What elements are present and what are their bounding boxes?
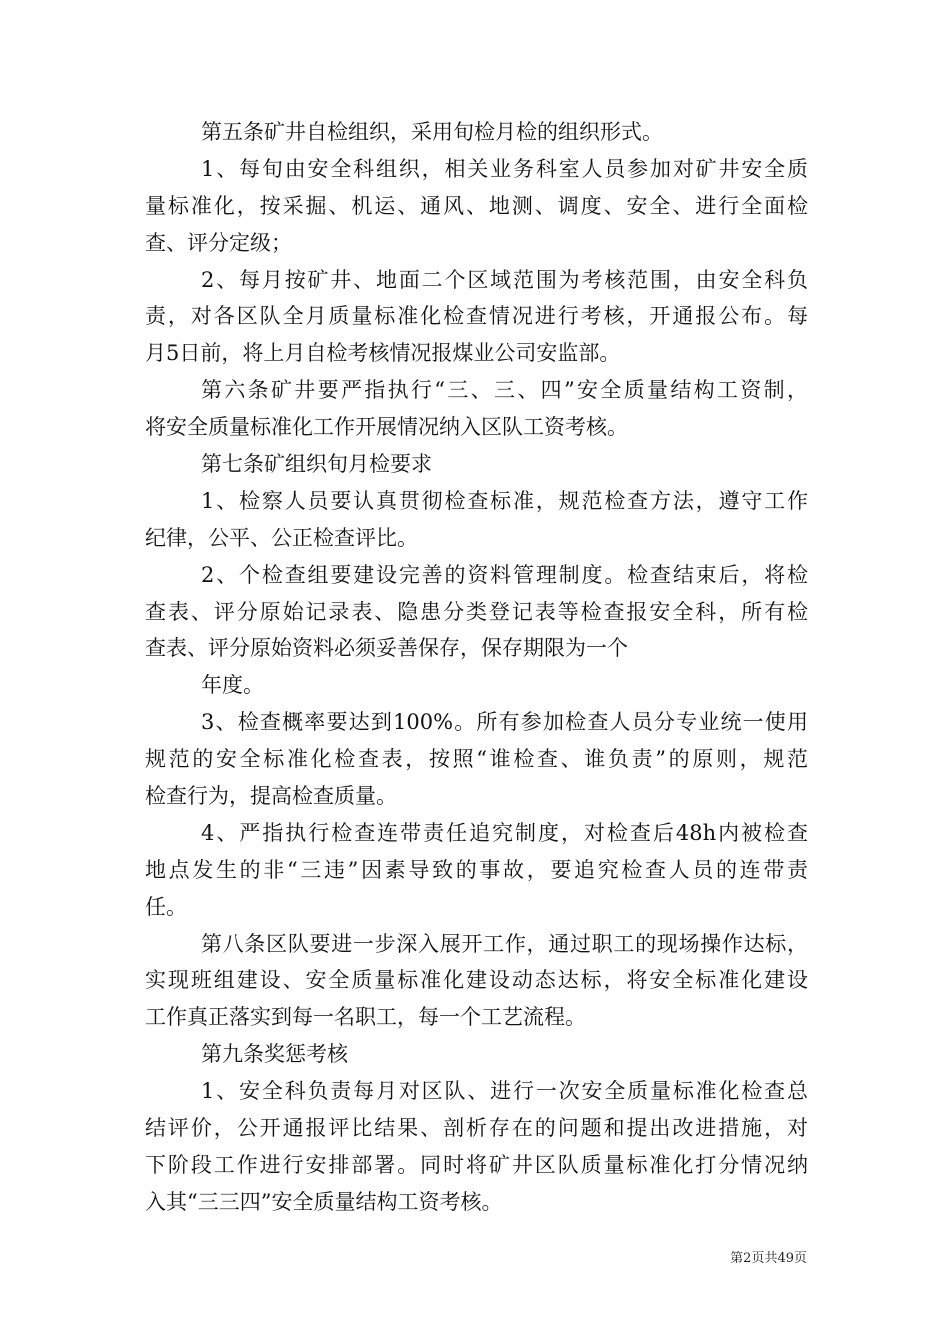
- text-line: 查、评分定级；: [145, 230, 292, 255]
- paragraph: [145, 262, 808, 373]
- text-line: 检查行为，提高检查质量。: [145, 784, 397, 809]
- paragraph: [145, 1073, 808, 1221]
- text-line: 第五条矿井自检组织，采用旬检月检的组织形式。: [201, 120, 663, 144]
- text-line: 第六条矿井要严指执行“三、三、四”安全质量结构工资制，: [201, 378, 808, 403]
- paragraph: [145, 1036, 808, 1073]
- paragraph: [145, 446, 808, 483]
- paragraph: [145, 372, 808, 446]
- text-line: 责，对各区队全月质量标准化检查情况进行考核，开通报公布。每: [145, 304, 808, 329]
- text-line: 入其“三三四”安全质量结构工资考核。: [145, 1189, 503, 1214]
- text-line: 下阶段工作进行安排部署。同时将矿井区队质量标准化打分情况纳: [145, 1152, 808, 1177]
- text-line: 月5日前，将上月自检考核情况报煤业公司安监部。: [145, 341, 621, 366]
- text-line: 任。: [145, 894, 187, 919]
- text-line: 查表、评分原始资料必须妥善保存，保存期限为一个: [145, 636, 628, 661]
- text-line: 1、检察人员要认真贯彻检查标准，规范检查方法，遵守工作: [201, 488, 808, 513]
- text-line: 年度。: [201, 673, 264, 698]
- text-line: 规范的安全标准化检查表，按照“谁检查、谁负责”的原则，规范: [145, 747, 808, 772]
- paragraph: [145, 483, 808, 557]
- text-line: 工作真正落实到每一名职工，每一个工艺流程。: [145, 1005, 586, 1030]
- document-body: [145, 114, 808, 1221]
- text-line: 1、安全科负责每月对区队、进行一次安全质量标准化检查总: [201, 1079, 808, 1104]
- text-line: 纪律，公平、公正检查评比。: [145, 525, 418, 550]
- text-line: 4、严指执行检查连带责任追究制度，对检查后48h内被检查: [201, 820, 808, 845]
- text-line: 地点发生的非“三违”因素导致的事故，要追究检查人员的连带责: [145, 857, 808, 882]
- text-line: 第七条矿组织旬月检要求: [201, 452, 432, 477]
- text-line: 查表、评分原始记录表、隐患分类登记表等检查报安全科，所有检: [145, 599, 808, 624]
- page-number: 第2页共49页: [730, 1251, 807, 1266]
- paragraph: [145, 667, 808, 704]
- text-line: 将安全质量标准化工作开展情况纳入区队工资考核。: [145, 415, 628, 440]
- paragraph: [145, 704, 808, 815]
- text-line: 2、个检查组要建设完善的资料管理制度。检查结束后，将检: [201, 562, 808, 587]
- text-line: 实现班组建设、安全质量标准化建设动态达标，将安全标准化建设: [145, 968, 808, 993]
- text-line: 1、每旬由安全科组织，相关业务科室人员参加对矿井安全质: [201, 156, 808, 181]
- paragraph: [145, 815, 808, 926]
- paragraph: [145, 114, 808, 151]
- text-line: 结评价，公开通报评比结果、剖析存在的问题和提出改进措施，对: [145, 1116, 808, 1141]
- text-line: 量标准化，按采掘、机运、通风、地测、调度、安全、进行全面检: [145, 193, 808, 218]
- text-line: 第九条奖惩考核: [201, 1042, 348, 1067]
- text-line: 第八条区队要进一步深入展开工作，通过职工的现场操作达标，: [201, 931, 808, 956]
- paragraph: [145, 926, 808, 1037]
- paragraph: [145, 151, 808, 262]
- text-line: 3、检查概率要达到100%。所有参加检查人员分专业统一使用: [201, 710, 808, 735]
- paragraph: [145, 557, 808, 668]
- text-line: 2、每月按矿井、地面二个区域范围为考核范围，由安全科负: [201, 267, 808, 292]
